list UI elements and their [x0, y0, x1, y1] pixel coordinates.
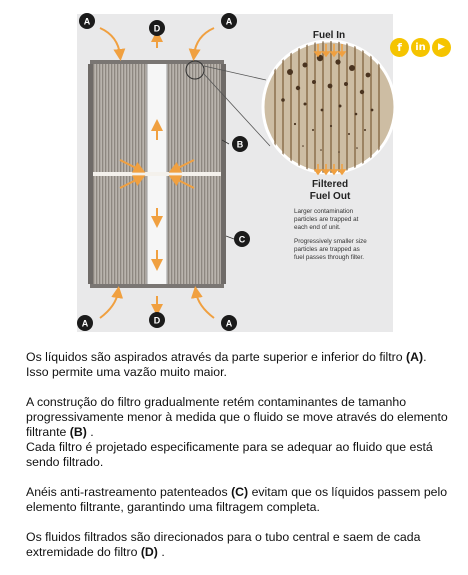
paragraph-output: Os fluidos filtrados são direcionados para o tubo central e saem de cada extremidade do filtro (D) . — [26, 530, 421, 559]
marker-b — [232, 136, 248, 152]
svg-text:A: A — [81, 318, 89, 329]
svg-text:C: C — [238, 234, 246, 245]
description-text — [26, 350, 451, 575]
linkedin-icon[interactable]: in — [411, 38, 430, 57]
note-smaller-line2: particles are trapped as — [294, 246, 360, 253]
note-smaller-line3: fuel passes through filter. — [294, 254, 365, 261]
svg-text:A: A — [83, 16, 91, 27]
marker-a-top-left — [79, 13, 95, 29]
note-larger-line2: particles are trapped at — [294, 216, 359, 223]
marker-d-bottom — [149, 312, 165, 328]
fuel-in-label: Fuel In — [312, 30, 346, 41]
marker-d-top — [149, 20, 165, 36]
note-smaller-line1: Progressively smaller size — [294, 238, 367, 245]
marker-a-bottom-right — [221, 315, 237, 331]
svg-text:D: D — [153, 23, 161, 34]
marker-a-bottom-left — [77, 315, 93, 331]
paragraph-rings: Anéis anti-rastreamento patenteados (C) evitam que os líquidos passem pelo elemento filtrante, garantindo uma filtragem completa. — [26, 485, 448, 514]
paragraph-design: Cada filtro é projetado especificamente para se adequar ao fluido que está sendo filtrado. — [26, 440, 433, 469]
paragraph-construction: A construção do filtro gradualmente retém contaminantes de tamanho progressivamente menor à medida que o fluido se move através do elemento filtrante (B) . — [26, 395, 448, 439]
youtube-icon[interactable]: ▶ — [432, 38, 451, 57]
paragraph-suction: Os líquidos são aspirados através da parte superior e inferior do filtro (A). Isso permite uma vazão muito maior. — [26, 350, 427, 379]
marker-a-top-right — [221, 13, 237, 29]
note-larger-line1: Larger contamination — [294, 208, 354, 215]
facebook-icon[interactable]: f — [390, 38, 409, 57]
svg-text:B: B — [236, 139, 244, 150]
anti-tracking-ring-left — [88, 64, 93, 284]
middle-separator — [92, 172, 222, 176]
fuel-out-label: Fuel Out — [309, 191, 351, 202]
svg-text:A: A — [225, 16, 233, 27]
marker-c — [234, 231, 250, 247]
filtered-label: Filtered — [311, 179, 349, 190]
note-larger-line3: each end of unit. — [294, 224, 341, 231]
svg-text:A: A — [225, 318, 233, 329]
svg-text:D: D — [153, 315, 161, 326]
